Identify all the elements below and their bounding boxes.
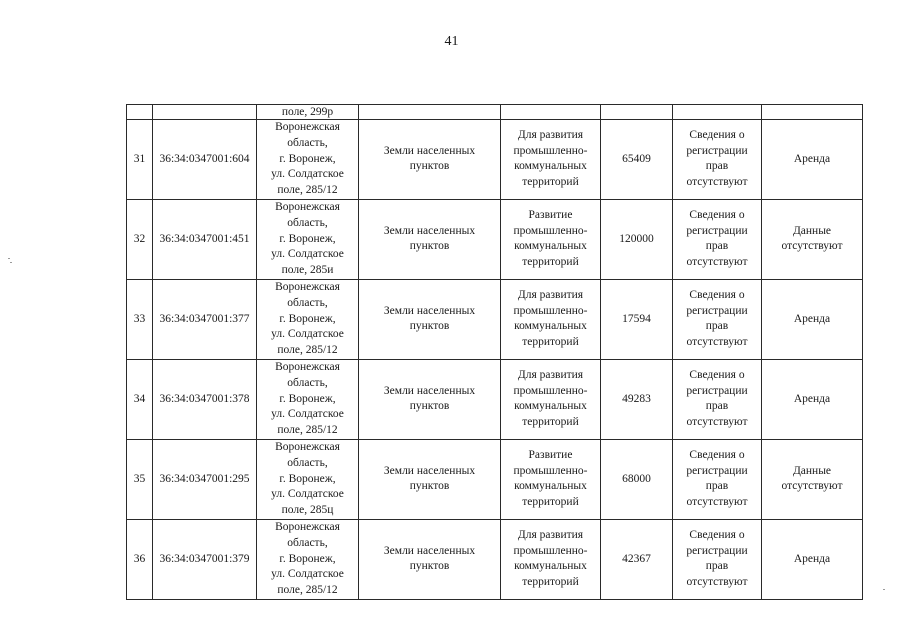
cell-category-line: Земли населенных [383,544,476,557]
cell-use-line: территорий [522,176,579,189]
cell-cadastral [153,105,257,120]
cell-category [359,519,501,599]
cell-num: 32 [127,199,153,279]
cell-address-line: область, [287,296,328,309]
cell-right [762,120,863,200]
cell-right-line: Аренда [793,552,831,565]
cell-status-line: Сведения о [689,128,745,141]
cell-category-line: пунктов [409,400,450,413]
cell-right-line: Аренда [793,312,831,325]
cell-status-line: отсутствуют [686,576,748,589]
cell-category [359,105,501,120]
scan-speck [10,262,12,263]
cell-use-line: коммунальных [514,480,587,493]
cell-status-line: регистрации [686,384,748,397]
cell-status-line: Сведения о [689,208,745,221]
table-row [127,439,863,519]
cell-use-line: территорий [522,496,579,509]
cell-use-line: коммунальных [514,160,587,173]
cell-status-line: отсутствуют [686,336,748,349]
cell-use-line: коммунальных [514,240,587,253]
cell-address-line: поле, 285/12 [277,344,338,357]
scan-speck [8,258,10,259]
cell-category [359,439,501,519]
cell-right [762,199,863,279]
cell-right [762,519,863,599]
cell-num: 33 [127,279,153,359]
table-row [127,279,863,359]
cell-address-line: область, [287,456,328,469]
cell-status [673,519,762,599]
cell-category [359,120,501,200]
cell-cadastral: 36:34:0347001:377 [153,279,257,359]
cell-cadastral: 36:34:0347001:379 [153,519,257,599]
table-row [127,519,863,599]
cell-address [257,199,359,279]
cell-status-line: прав [705,400,729,413]
cell-status-line: прав [705,320,729,333]
cell-category-line: пунктов [409,160,450,173]
cell-use-line: Для развития [517,288,584,301]
cell-use-line: Для развития [517,128,584,141]
cell-status-line: прав [705,240,729,253]
cell-address-line: поле, 285/12 [277,184,338,197]
cell-category-line: Земли населенных [383,384,476,397]
cell-status-line: прав [705,160,729,173]
cell-use-line: Развитие [528,208,573,221]
cell-address-line: Воронежская [275,520,340,533]
cell-category-line: Земли населенных [383,304,476,317]
cell-address-line: Воронежская [275,121,340,133]
cell-address-line: ул. Солдатское [271,568,344,581]
cell-address-tail: поле, 299р [257,105,359,120]
cell-address-line: ул. Солдатское [271,168,344,181]
cell-address [257,519,359,599]
cell-status-line: отсутствуют [686,256,748,269]
cell-num: 36 [127,519,153,599]
cell-use [501,199,601,279]
cell-use [501,105,601,120]
page-number: 41 [444,34,459,49]
cell-address-line: поле, 285ц [281,504,334,517]
cell-right [762,439,863,519]
cell-cadastral: 36:34:0347001:295 [153,439,257,519]
cell-address-line: область, [287,376,328,389]
cell-address-line: поле, 285и [281,264,334,277]
cell-use-line: коммунальных [514,320,587,333]
cell-right-line: Аренда [793,392,831,405]
cell-status-line: регистрации [686,304,748,317]
cell-use-line: Для развития [517,528,584,541]
cell-use-line: Развитие [528,448,573,461]
cell-use-line: территорий [522,576,579,589]
cell-status [673,105,762,120]
cell-status-line: отсутствуют [686,496,748,509]
cell-area: 49283 [601,359,673,439]
cell-category-line: Земли населенных [383,464,476,477]
cell-category [359,199,501,279]
land-plots-table [126,104,863,600]
cell-address-line: Воронежская [275,280,340,293]
cell-address [257,359,359,439]
cell-status [673,120,762,200]
cell-status-line: отсутствуют [686,176,748,189]
cell-status-line: прав [705,480,729,493]
cell-address-line: г. Воронеж, [279,472,336,485]
cell-use-line: промышленно- [513,224,588,237]
cell-status [673,439,762,519]
cell-address-line: область, [287,536,328,549]
cell-address [257,279,359,359]
cell-use-line: промышленно- [513,384,588,397]
cell-num: 35 [127,439,153,519]
cell-cadastral: 36:34:0347001:451 [153,199,257,279]
scan-speck [883,589,885,590]
cell-address [257,439,359,519]
cell-use [501,519,601,599]
cell-category-line: пунктов [409,240,450,253]
continuation-row [127,105,863,120]
cell-area: 17594 [601,279,673,359]
cell-right-line: Данные [792,224,832,237]
cell-address-line: область, [287,136,328,149]
table-row [127,120,863,200]
cell-use-line: коммунальных [514,400,587,413]
table-body [127,105,863,600]
cell-right-line: отсутствуют [781,240,843,253]
cell-address-line: ул. Солдатское [271,248,344,261]
cell-status-line: Сведения о [689,368,745,381]
cell-address-line: ул. Солдатское [271,488,344,501]
cell-status [673,359,762,439]
cell-use-line: коммунальных [514,560,587,573]
cell-category-line: пунктов [409,560,450,573]
cell-cadastral: 36:34:0347001:378 [153,359,257,439]
cell-status-line: регистрации [686,464,748,477]
cell-area: 42367 [601,519,673,599]
table-row [127,199,863,279]
cell-right-line: Аренда [793,152,831,165]
cell-use-line: Для развития [517,368,584,381]
cell-category-line: Земли населенных [383,224,476,237]
cell-right [762,105,863,120]
cell-num: 34 [127,359,153,439]
cell-address-line: г. Воронеж, [279,392,336,405]
cell-address-line: г. Воронеж, [279,232,336,245]
cell-cadastral: 36:34:0347001:604 [153,120,257,200]
cell-category-line: пунктов [409,320,450,333]
cell-status [673,199,762,279]
cell-use-line: промышленно- [513,544,588,557]
cell-area [601,105,673,120]
cell-address-line: поле, 285/12 [277,424,338,437]
cell-status-line: регистрации [686,224,748,237]
cell-address-line: Воронежская [275,200,340,213]
cell-area: 65409 [601,120,673,200]
cell-status-line: Сведения о [689,528,745,541]
cell-address-line: г. Воронеж, [279,312,336,325]
table-row [127,359,863,439]
cell-address-line: область, [287,216,328,229]
cell-status-line: Сведения о [689,288,745,301]
cell-right-line: отсутствуют [781,480,843,493]
cell-right [762,279,863,359]
cell-address-line: Воронежская [275,360,340,373]
cell-address-line: Воронежская [275,440,340,453]
cell-use-line: территорий [522,256,579,269]
cell-use [501,279,601,359]
cell-use [501,120,601,200]
cell-right-line: Данные [792,464,832,477]
cell-status-line: Сведения о [689,448,745,461]
cell-status-line: прав [705,560,729,573]
cell-use [501,439,601,519]
cell-use [501,359,601,439]
cell-use-line: промышленно- [513,144,588,157]
cell-category-line: пунктов [409,480,450,493]
cell-address-line: г. Воронеж, [279,552,336,565]
cell-address-line: г. Воронеж, [279,152,336,165]
cell-status-line: отсутствуют [686,416,748,429]
cell-address [257,120,359,200]
cell-use-line: территорий [522,416,579,429]
cell-area: 120000 [601,199,673,279]
cell-num [127,105,153,120]
cell-num: 31 [127,120,153,200]
cell-address-line: поле, 285/12 [277,584,338,597]
cell-use-line: промышленно- [513,464,588,477]
cell-status-line: регистрации [686,144,748,157]
cell-use-line: промышленно- [513,304,588,317]
cell-area: 68000 [601,439,673,519]
cell-category [359,359,501,439]
cell-category [359,279,501,359]
cell-address-line: ул. Солдатское [271,408,344,421]
cell-status [673,279,762,359]
cell-category-line: Земли населенных [383,144,476,157]
cell-address-line: ул. Солдатское [271,328,344,341]
cell-use-line: территорий [522,336,579,349]
cell-right [762,359,863,439]
cell-status-line: регистрации [686,544,748,557]
